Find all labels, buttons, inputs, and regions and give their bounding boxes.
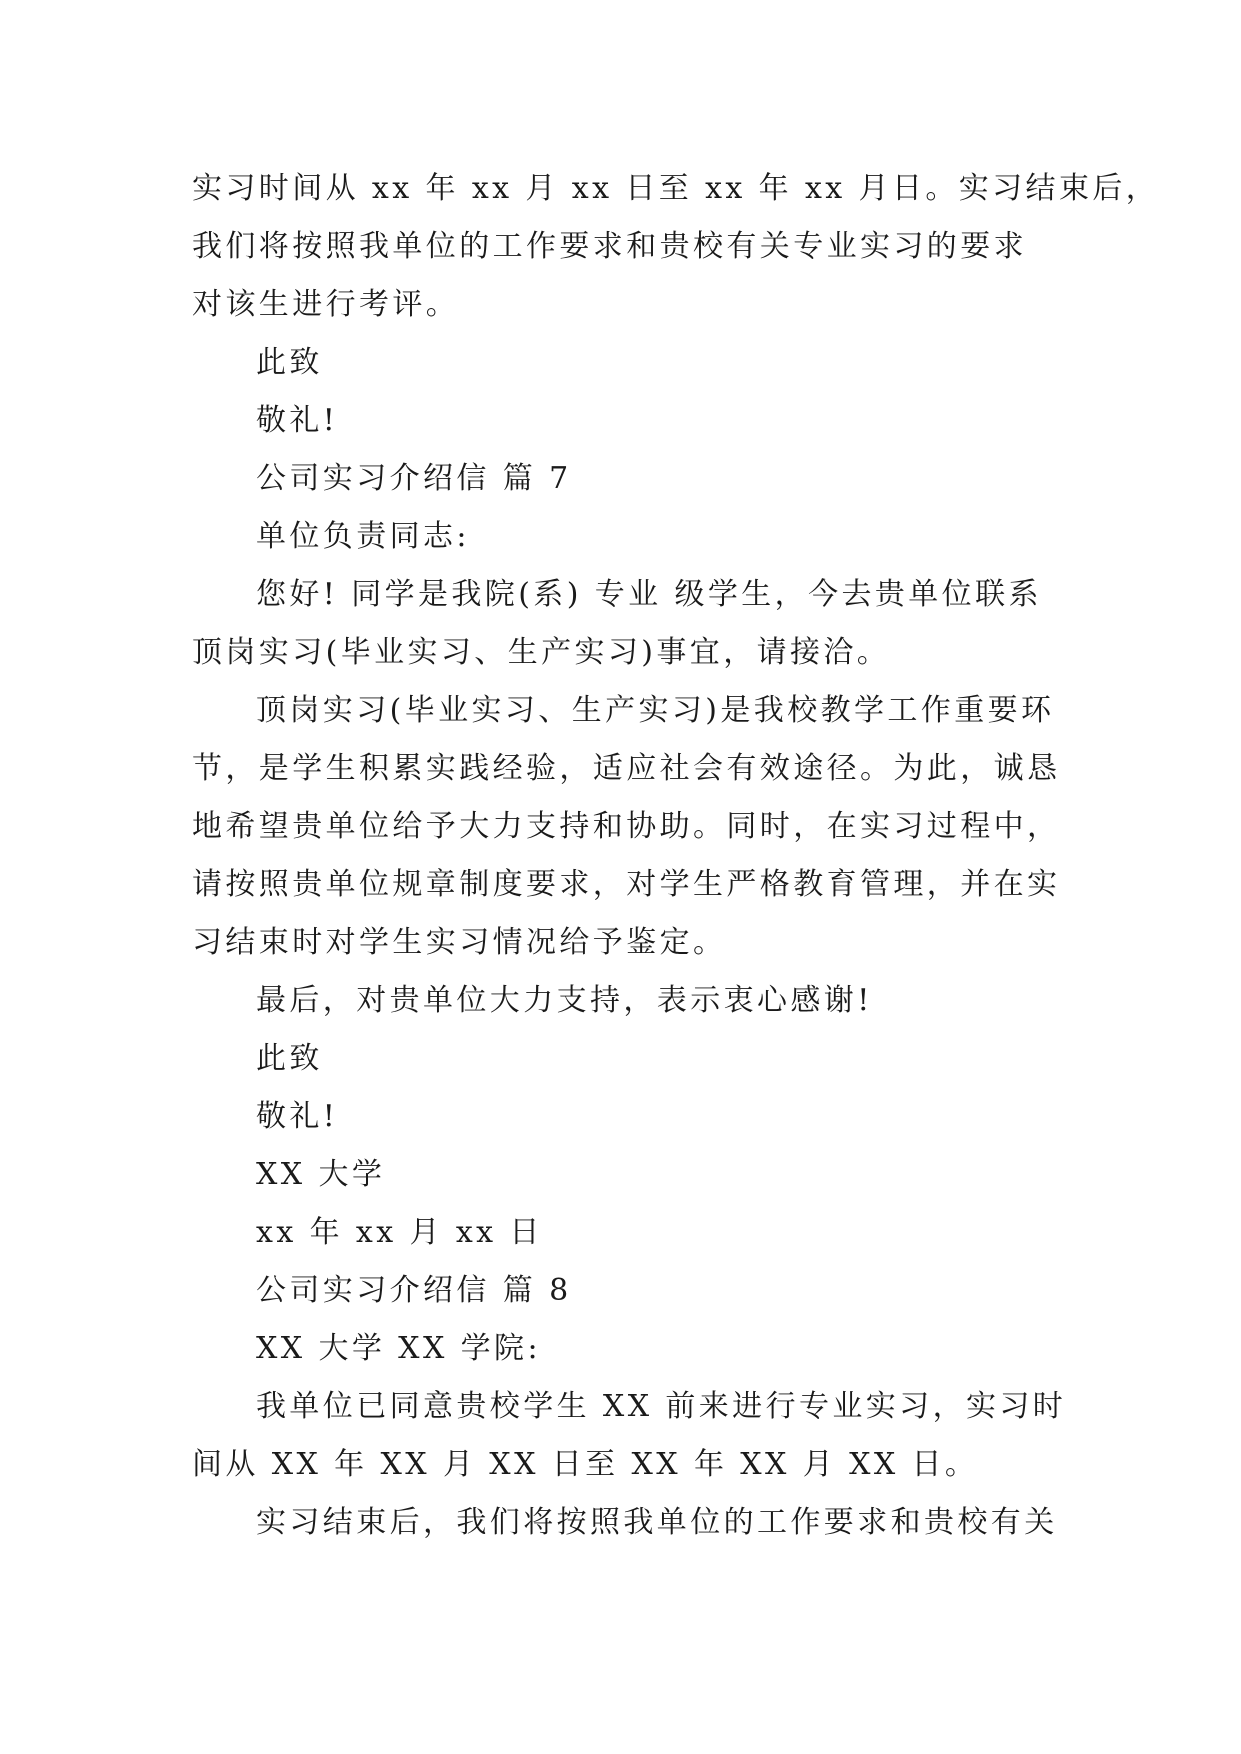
- date-line: xx 年 xx 月 xx 日: [256, 1215, 543, 1250]
- signature-line: XX 大学: [256, 1157, 386, 1192]
- text-line: 最后，对贵单位大力支持，表示衷心感谢!: [256, 983, 873, 1018]
- addressee-line: 单位负责同志:: [256, 519, 470, 554]
- text-line: 间从 XX 年 XX 月 XX 日至 XX 年 XX 月 XX 日。: [192, 1447, 979, 1482]
- closing-line: 此致: [256, 345, 323, 380]
- text-line: 实习结束后，我们将按照我单位的工作要求和贵校有关: [256, 1505, 1058, 1540]
- salutation-line: 敬礼!: [256, 1099, 339, 1134]
- text-line: 顶岗实习(毕业实习、生产实习)事宜，请接洽。: [192, 635, 891, 670]
- text-line: 对该生进行考评。: [192, 287, 460, 322]
- text-line: 实习时间从 xx 年 xx 月 xx 日至 xx 年 xx 月日。实习结束后，: [192, 171, 1160, 206]
- document-body: [192, 160, 1160, 1552]
- text-line: 您好! 同学是我院(系) 专业 级学生，今去贵单位联系: [256, 577, 1042, 612]
- closing-line: 此致: [256, 1041, 323, 1076]
- text-line: 我单位已同意贵校学生 XX 前来进行专业实习，实习时: [256, 1389, 1067, 1424]
- section-heading: 公司实习介绍信 篇 8: [256, 1273, 572, 1308]
- addressee-line: XX 大学 XX 学院:: [256, 1331, 541, 1366]
- salutation-line: 敬礼!: [256, 403, 339, 438]
- text-line: 节，是学生积累实践经验，适应社会有效途径。为此，诚恳: [192, 751, 1061, 786]
- text-line: 顶岗实习(毕业实习、生产实习)是我校教学工作重要环: [256, 693, 1055, 728]
- section-heading: 公司实习介绍信 篇 7: [256, 461, 572, 496]
- text-line: 请按照贵单位规章制度要求，对学生严格教育管理，并在实: [192, 867, 1061, 902]
- text-line: 我们将按照我单位的工作要求和贵校有关专业实习的要求: [192, 229, 1027, 264]
- text-line: 地希望贵单位给予大力支持和协助。同时，在实习过程中，: [192, 809, 1061, 844]
- text-line: 习结束时对学生实习情况给予鉴定。: [192, 925, 727, 960]
